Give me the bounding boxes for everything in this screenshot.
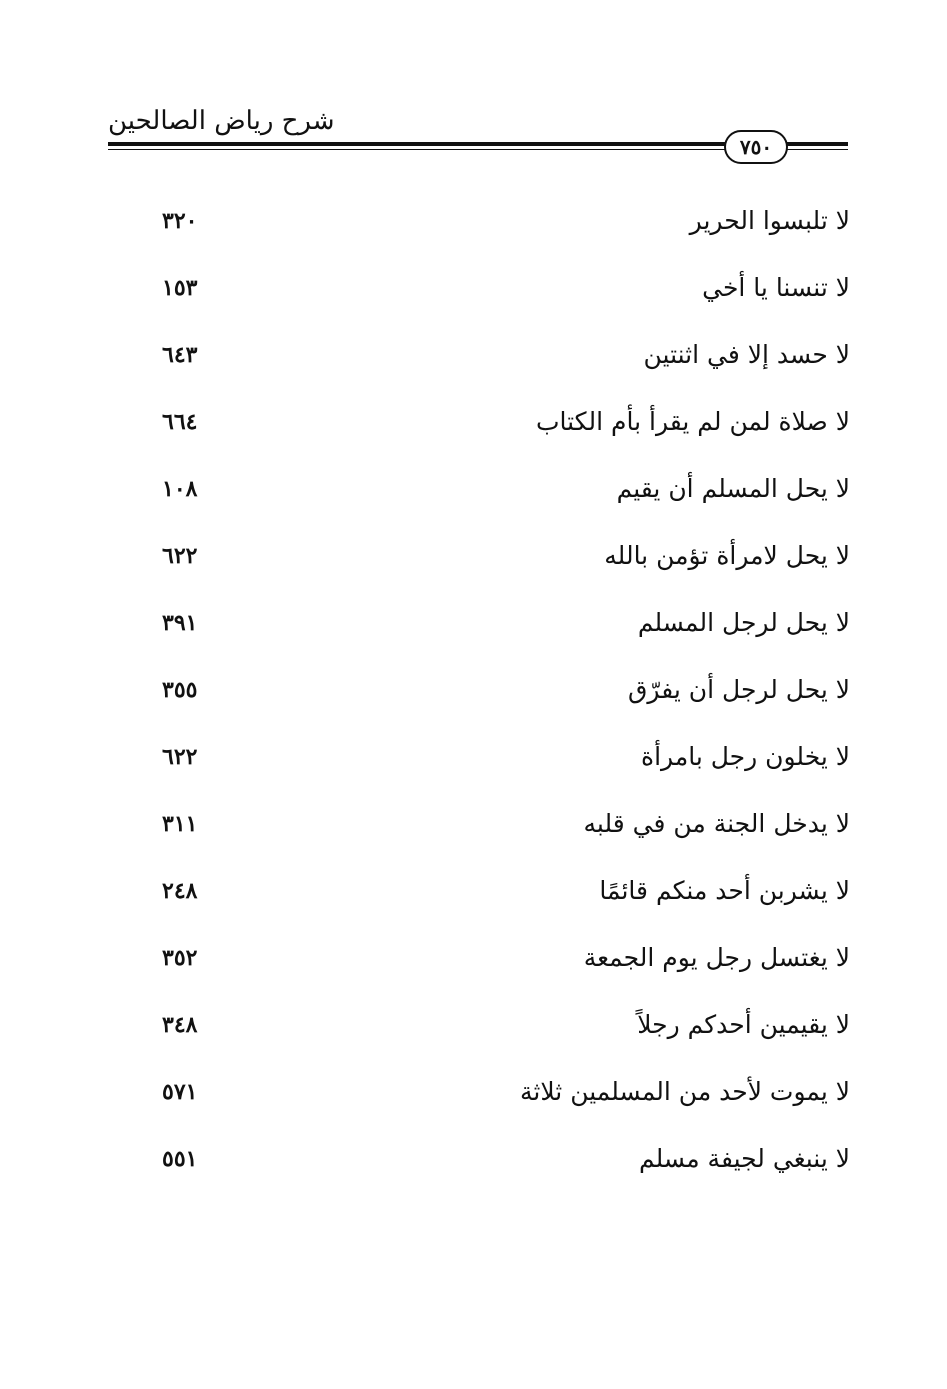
index-entry — [150, 267, 850, 334]
page-number: ٧٥٠ — [724, 130, 788, 164]
index-entry — [150, 334, 850, 401]
entry-text: لا يقيمين أحدكم رجلاً — [637, 1010, 850, 1039]
index-entry — [150, 535, 850, 602]
index-entry — [150, 803, 850, 870]
index-entry — [150, 1138, 850, 1205]
entry-page-number: ٢٤٨ — [162, 878, 198, 904]
entry-page-number: ٥٥١ — [162, 1146, 198, 1172]
entry-text: لا يخلون رجل بامرأة — [640, 742, 850, 771]
index-entry — [150, 1071, 850, 1138]
book-title: شرح رياض الصالحين — [108, 106, 335, 136]
entry-page-number: ٣٥٢ — [162, 945, 198, 971]
index-entry — [150, 468, 850, 535]
index-entry — [150, 1004, 850, 1071]
entry-page-number: ١٠٨ — [162, 476, 198, 502]
entry-text: لا يحل لامرأة تؤمن بالله — [604, 541, 850, 570]
entry-page-number: ٦٦٤ — [162, 409, 198, 435]
entry-text: لا تلبسوا الحرير — [689, 206, 850, 235]
entry-page-number: ٣٩١ — [162, 610, 198, 636]
entry-text: لا تنسنا يا أخي — [702, 273, 850, 302]
entry-text: لا يغتسل رجل يوم الجمعة — [583, 943, 850, 972]
entry-page-number: ٦٢٢ — [162, 744, 198, 770]
entry-text: لا حسد إلا في اثنتين — [643, 340, 850, 369]
entry-page-number: ٦٤٣ — [162, 342, 198, 368]
index-entry — [150, 401, 850, 468]
index-entry — [150, 669, 850, 736]
entry-page-number: ٣٤٨ — [162, 1012, 198, 1038]
hadith-index-list — [150, 200, 850, 1205]
entry-text: لا يشربن أحد منكم قائمًا — [599, 876, 850, 905]
entry-text: لا يدخل الجنة من في قلبه — [583, 809, 850, 838]
entry-text: لا يحل لرجل أن يفرّق — [628, 675, 850, 704]
index-entry — [150, 937, 850, 1004]
entry-text: لا صلاة لمن لم يقرأ بأم الكتاب — [535, 407, 850, 436]
entry-page-number: ٥٧١ — [162, 1079, 198, 1105]
index-entry — [150, 602, 850, 669]
index-entry — [150, 200, 850, 267]
entry-text: لا يحل لرجل المسلم — [637, 608, 850, 637]
entry-page-number: ٣٢٠ — [162, 208, 198, 234]
entry-text: لا ينبغي لجيفة مسلم — [639, 1144, 850, 1173]
index-entry — [150, 870, 850, 937]
entry-page-number: ٣١١ — [162, 811, 198, 837]
entry-page-number: ١٥٣ — [162, 275, 198, 301]
entry-page-number: ٦٢٢ — [162, 543, 198, 569]
entry-page-number: ٣٥٥ — [162, 677, 198, 703]
entry-text: لا يموت لأحد من المسلمين ثلاثة — [520, 1077, 850, 1106]
entry-text: لا يحل المسلم أن يقيم — [616, 474, 850, 503]
running-header — [108, 100, 848, 170]
index-entry — [150, 736, 850, 803]
